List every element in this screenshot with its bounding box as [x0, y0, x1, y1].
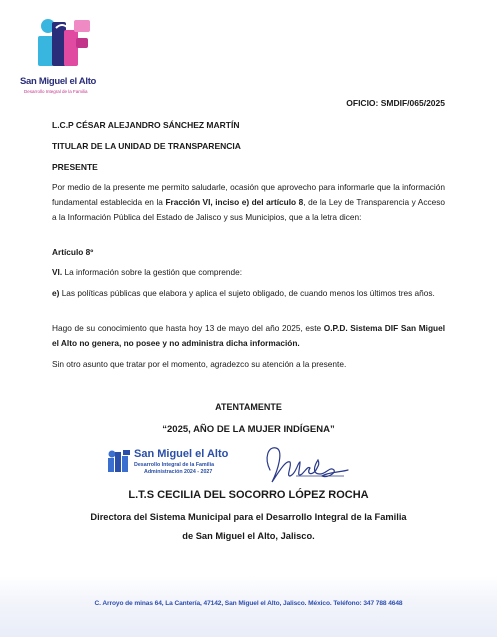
signer-title-line-2: de San Miguel el Alto, Jalisco. — [182, 531, 315, 541]
signature — [256, 440, 352, 490]
fraction-vi — [52, 265, 445, 280]
recipient-name: L.C.P CÉSAR ALEJANDRO SÁNCHEZ MARTÍN — [52, 120, 240, 130]
paragraph-intro — [52, 180, 445, 224]
logo-tagline: Desarrollo Integral de la Familia — [24, 89, 88, 94]
inciso-e-label: e) — [52, 288, 60, 298]
article-heading: Artículo 8º — [52, 247, 94, 257]
intro-text-2: , de la Ley de Transparencia y Acceso a la Información Pública del Estado de Jalisco y sus Municipios, que a la letra dicen: — [52, 196, 446, 222]
notice-statement: O.P.D. Sistema DIF San Miguel el Alto no genera, no posee y no administra dicha información. — [52, 323, 445, 348]
oficio-number: OFICIO: SMDIF/065/2025 — [346, 98, 445, 108]
atentamente: ATENTAMENTE — [215, 402, 282, 412]
intro-text-1: Por medio de la presente me permito saludarle, ocasión que aprovecho para informarle que la información fundamental establecida en la — [52, 182, 445, 207]
fraction-vi-text: La información sobre la gestión que comprende: — [62, 267, 243, 277]
footer-address: C. Arroyo de minas 64, La Cantería, 47142, San Miguel el Alto, Jalisco. México. Teléfono: 347 788 4648 — [94, 600, 403, 607]
logo-name: San Miguel el Alto — [20, 76, 97, 87]
dif-logo-icon — [36, 14, 94, 74]
inciso-e — [52, 286, 445, 301]
signer-name: L.T.S CECILIA DEL SOCORRO LÓPEZ ROCHA — [128, 489, 369, 501]
inciso-e-text: Las políticas públicas que elabora y aplica el sujeto obligado, de cuando menos los últimos tres años. — [59, 288, 435, 298]
notice-text: Hago de su conocimiento que hasta hoy 13 de mayo del año 2025, este — [52, 323, 324, 333]
presente: PRESENTE — [52, 162, 98, 172]
signer-title-line-1: Directora del Sistema Municipal para el Desarrollo Integral de la Familia — [90, 512, 407, 522]
dif-logo — [20, 14, 110, 102]
recipient-title: TITULAR DE LA UNIDAD DE TRANSPARENCIA — [52, 141, 241, 151]
seal-line-2: Desarrollo Integral de la Familia — [134, 462, 215, 468]
motto: “2025, AÑO DE LA MUJER INDÍGENA” — [162, 424, 335, 435]
fraction-vi-label: VI. — [52, 267, 63, 277]
seal-icon — [108, 450, 130, 474]
intro-reference: Fracción VI, inciso e) del artículo 8 — [165, 196, 304, 207]
seal-line-3: Administración 2024 - 2027 — [144, 469, 213, 475]
paragraph-notice — [52, 321, 445, 351]
seal-name: San Miguel el Alto — [134, 448, 229, 460]
dif-seal — [108, 448, 258, 484]
paragraph-closing: Sin otro asunto que tratar por el momento, agradezco su atención a la presente. — [52, 359, 347, 369]
